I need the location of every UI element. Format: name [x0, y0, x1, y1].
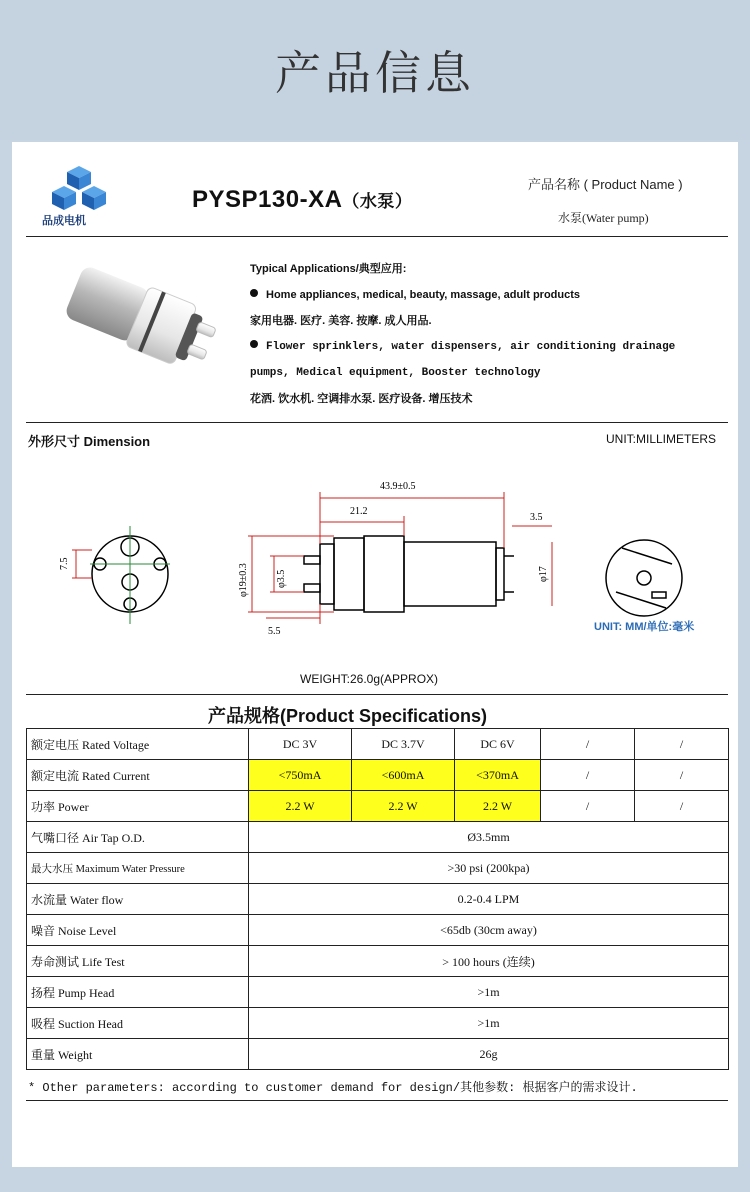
- table-row: [27, 822, 729, 853]
- spec-label: 额定电压 Rated Voltage: [27, 729, 249, 760]
- dimension-heading: 外形尺寸 Dimension: [28, 434, 151, 449]
- spec-value: >1m: [249, 977, 729, 1008]
- spec-table: [26, 728, 729, 1070]
- spec-label: 吸程 Suction Head: [27, 1008, 249, 1039]
- table-row: [27, 729, 729, 760]
- spec-label: 扬程 Pump Head: [27, 977, 249, 1008]
- table-row: [27, 915, 729, 946]
- spec-value: 0.2-0.4 LPM: [249, 884, 729, 915]
- spacing-label: 7.5: [59, 557, 70, 570]
- model-number: PYSP130-XA: [192, 186, 343, 213]
- weight-label: WEIGHT:26.0g(APPROX): [300, 672, 439, 686]
- spec-value: Ø3.5mm: [249, 822, 729, 853]
- application-line: 家用电器. 医疗. 美容. 按摩. 成人用品.: [250, 315, 432, 327]
- spec-value: 26g: [249, 1039, 729, 1070]
- spec-value: <750mA: [249, 760, 352, 791]
- unit-cn-label: UNIT: MM/单位:毫米: [594, 621, 695, 633]
- page-title: 产品信息: [0, 0, 750, 140]
- product-name-label: 产品名称 ( Product Name ): [528, 177, 683, 192]
- spec-label: 噪音 Noise Level: [27, 915, 249, 946]
- spec-value: /: [541, 791, 635, 822]
- application-line: pumps, Medical equipment, Booster technology: [250, 367, 541, 379]
- spec-value: /: [541, 729, 635, 760]
- side-view: [304, 536, 514, 612]
- spec-label: 水流量 Water flow: [27, 884, 249, 915]
- spec-value: /: [635, 729, 729, 760]
- motor-diameter-label: φ17: [538, 566, 549, 582]
- overall-length-label: 43.9±0.5: [380, 481, 416, 492]
- end-view-rear: [606, 540, 682, 616]
- table-row: [27, 977, 729, 1008]
- end-view-front: [72, 526, 170, 624]
- application-line: Home appliances, medical, beauty, massage, adult products: [250, 282, 730, 308]
- spec-label: 气嘴口径 Air Tap O.D.: [27, 822, 249, 853]
- unit-label: UNIT:MILLIMETERS: [606, 432, 717, 446]
- spec-value: 2.2 W: [352, 791, 455, 822]
- spec-value: /: [635, 791, 729, 822]
- nozzle-offset-label: 5.5: [268, 626, 281, 637]
- spec-value: /: [541, 760, 635, 791]
- table-row: [27, 1039, 729, 1070]
- nozzle-diameter-label: φ3.5: [276, 569, 287, 588]
- table-row: [27, 760, 729, 791]
- spec-value: DC 6V: [455, 729, 541, 760]
- spec-label: 最大水压 Maximum Water Pressure: [27, 853, 249, 884]
- body-diameter-label: φ19±0.3: [238, 563, 249, 597]
- spec-value: 2.2 W: [249, 791, 352, 822]
- table-row: [27, 946, 729, 977]
- table-row: [27, 853, 729, 884]
- shaft-length-label: 3.5: [530, 512, 543, 523]
- applications: [250, 256, 730, 412]
- table-row: [27, 884, 729, 915]
- application-line: Flower sprinklers, water dispensers, air conditioning drainage: [250, 334, 730, 360]
- footnote: * Other parameters: according to customer demand for design/其他参数: 根据客户的需求设计.: [28, 1081, 638, 1095]
- spec-label: 功率 Power: [27, 791, 249, 822]
- spec-value: > 100 hours (连续): [249, 946, 729, 977]
- model-suffix: （水泵）: [342, 192, 413, 211]
- spec-label: 重量 Weight: [27, 1039, 249, 1070]
- product-name-value: 水泵(Water pump): [558, 211, 649, 225]
- spec-value: /: [635, 760, 729, 791]
- spec-title: 产品规格(Product Specifications): [208, 706, 488, 726]
- pump-photo: [56, 260, 226, 390]
- spec-label: 寿命测试 Life Test: [27, 946, 249, 977]
- spec-value: >1m: [249, 1008, 729, 1039]
- dimension-drawing: [12, 452, 738, 682]
- spec-value: DC 3V: [249, 729, 352, 760]
- spec-value: <65db (30cm away): [249, 915, 729, 946]
- spec-value: 2.2 W: [455, 791, 541, 822]
- table-row: [27, 791, 729, 822]
- spec-value: <600mA: [352, 760, 455, 791]
- applications-title: Typical Applications/典型应用:: [250, 263, 407, 275]
- table-row: [27, 1008, 729, 1039]
- spec-value: >30 psi (200kpa): [249, 853, 729, 884]
- spec-value: <370mA: [455, 760, 541, 791]
- company-logo-icon: [44, 162, 114, 212]
- spec-value: DC 3.7V: [352, 729, 455, 760]
- head-length-label: 21.2: [350, 506, 368, 517]
- model-title: [192, 186, 412, 214]
- logo-name: 品成电机: [42, 215, 86, 227]
- spec-label: 额定电流 Rated Current: [27, 760, 249, 791]
- application-line: 花洒. 饮水机. 空调排水泵. 医疗设备. 增压技术: [250, 393, 473, 405]
- product-sheet: [12, 142, 738, 1167]
